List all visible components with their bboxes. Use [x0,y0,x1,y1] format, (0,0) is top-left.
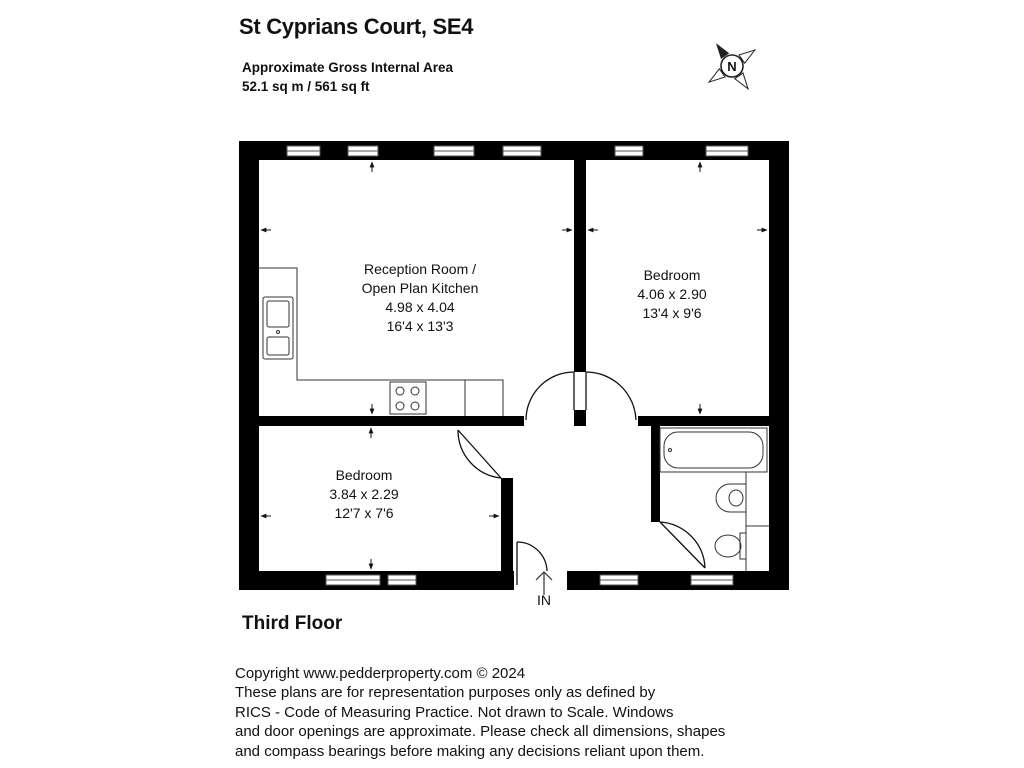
room-label-reception [362,261,479,334]
compass-icon [693,27,771,105]
room-metric: 4.06 x 2.90 [637,286,707,302]
room-metric: 3.84 x 2.29 [329,486,399,502]
doors [458,372,705,585]
room-imperial: 13'4 x 9'6 [642,305,702,321]
disclaimer-line: RICS - Code of Measuring Practice. Not drawn to Scale. Windows [235,703,674,721]
area-label: Approximate Gross Internal Area [242,60,454,75]
interior-walls [259,160,769,590]
bath-icon [660,428,767,472]
room-name-line: Open Plan Kitchen [361,280,479,296]
room-name-line: Bedroom [335,467,393,483]
disclaimer-line: and door openings are approximate. Please check all dimensions, shapes [235,723,726,741]
bathroom-walls [746,472,769,571]
outer-walls [239,141,789,590]
room-name-line: Reception Room / [363,261,477,277]
room-name-line: Bedroom [643,267,701,283]
room-label-bedroom-1 [637,267,706,321]
room-imperial: 16'4 x 13'3 [386,318,454,334]
disclaimer-line: These plans are for representation purposes only as defined by [235,684,656,702]
plan-title: St Cyprians Court, SE4 [239,14,474,39]
disclaimer [235,664,795,761]
sink-icon [263,297,293,359]
disclaimer-line: Copyright www.pedderproperty.com © 2024 [235,665,526,682]
compass-letter: N [727,59,737,74]
toilet-icon [715,533,746,559]
room-imperial: 12'7 x 7'6 [334,505,394,521]
entrance-label: IN [537,592,551,608]
floor-label: Third Floor [242,613,343,634]
washbasin-icon [716,484,746,512]
room-label-bedroom-2 [329,467,398,521]
room-metric: 4.98 x 4.04 [385,299,455,315]
area-value: 52.1 sq m / 561 sq ft [242,79,370,94]
hob-icon [396,387,419,410]
disclaimer-line: and compass bearings before making any decisions reliant upon them. [235,742,705,760]
